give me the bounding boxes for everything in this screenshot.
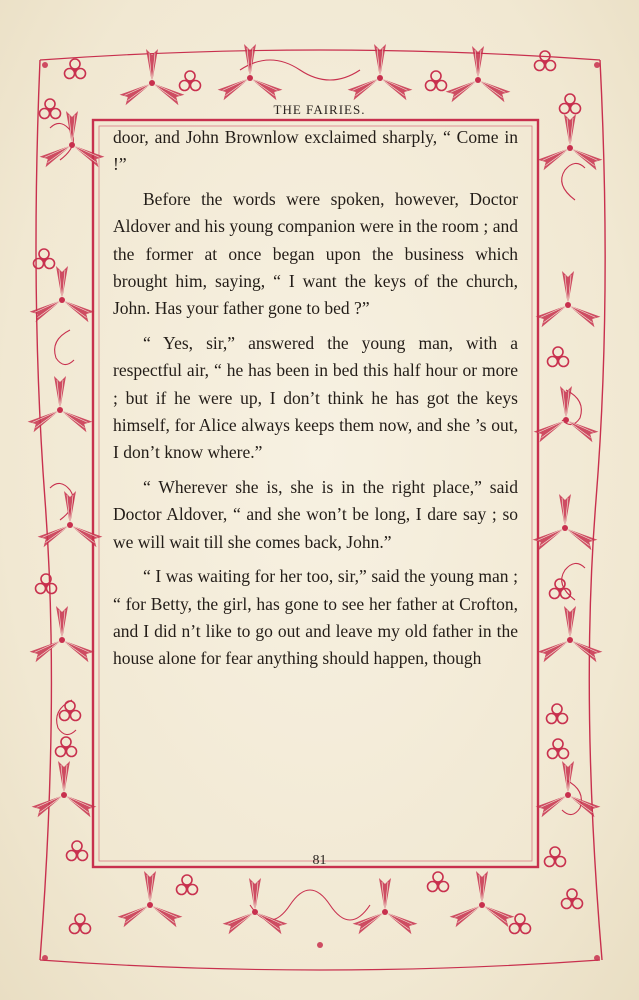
paragraph: “ Yes, sir,” answered the young man, with a respectful air, “ he has been in bed this half hour or more ; but if he were up, I don’t think he has got the keys himself, for Alice always keeps them now, and she ’s out, I don’t know where.” bbox=[113, 332, 518, 463]
paragraph: Before the words were spoken, however, Doctor Aldover and his young companion were in the room ; and the former at once began upon the business which brought him, saying, “ I want the keys of the church, John. Has your father gone to bed ?” bbox=[113, 188, 518, 319]
page-number: 81 bbox=[312, 853, 327, 868]
paragraph: “ I was waiting for her too, sir,” said the young man ; “ for Betty, the girl, has gone to see her father at Crofton, and I did n’t like to go out and leave my old father in the house alone for fear anything should happen, though bbox=[113, 566, 518, 669]
running-head: THE FAIRIES. bbox=[273, 102, 366, 117]
paragraph: door, and John Brownlow exclaimed sharply, “ Come in !” bbox=[113, 127, 518, 175]
paragraph: “ Wherever she is, she is in the right place,” said Doctor Aldover, “ and she won’t be long, I dare say ; so we will wait till she comes back, John.” bbox=[113, 476, 518, 552]
body-text bbox=[113, 124, 518, 673]
